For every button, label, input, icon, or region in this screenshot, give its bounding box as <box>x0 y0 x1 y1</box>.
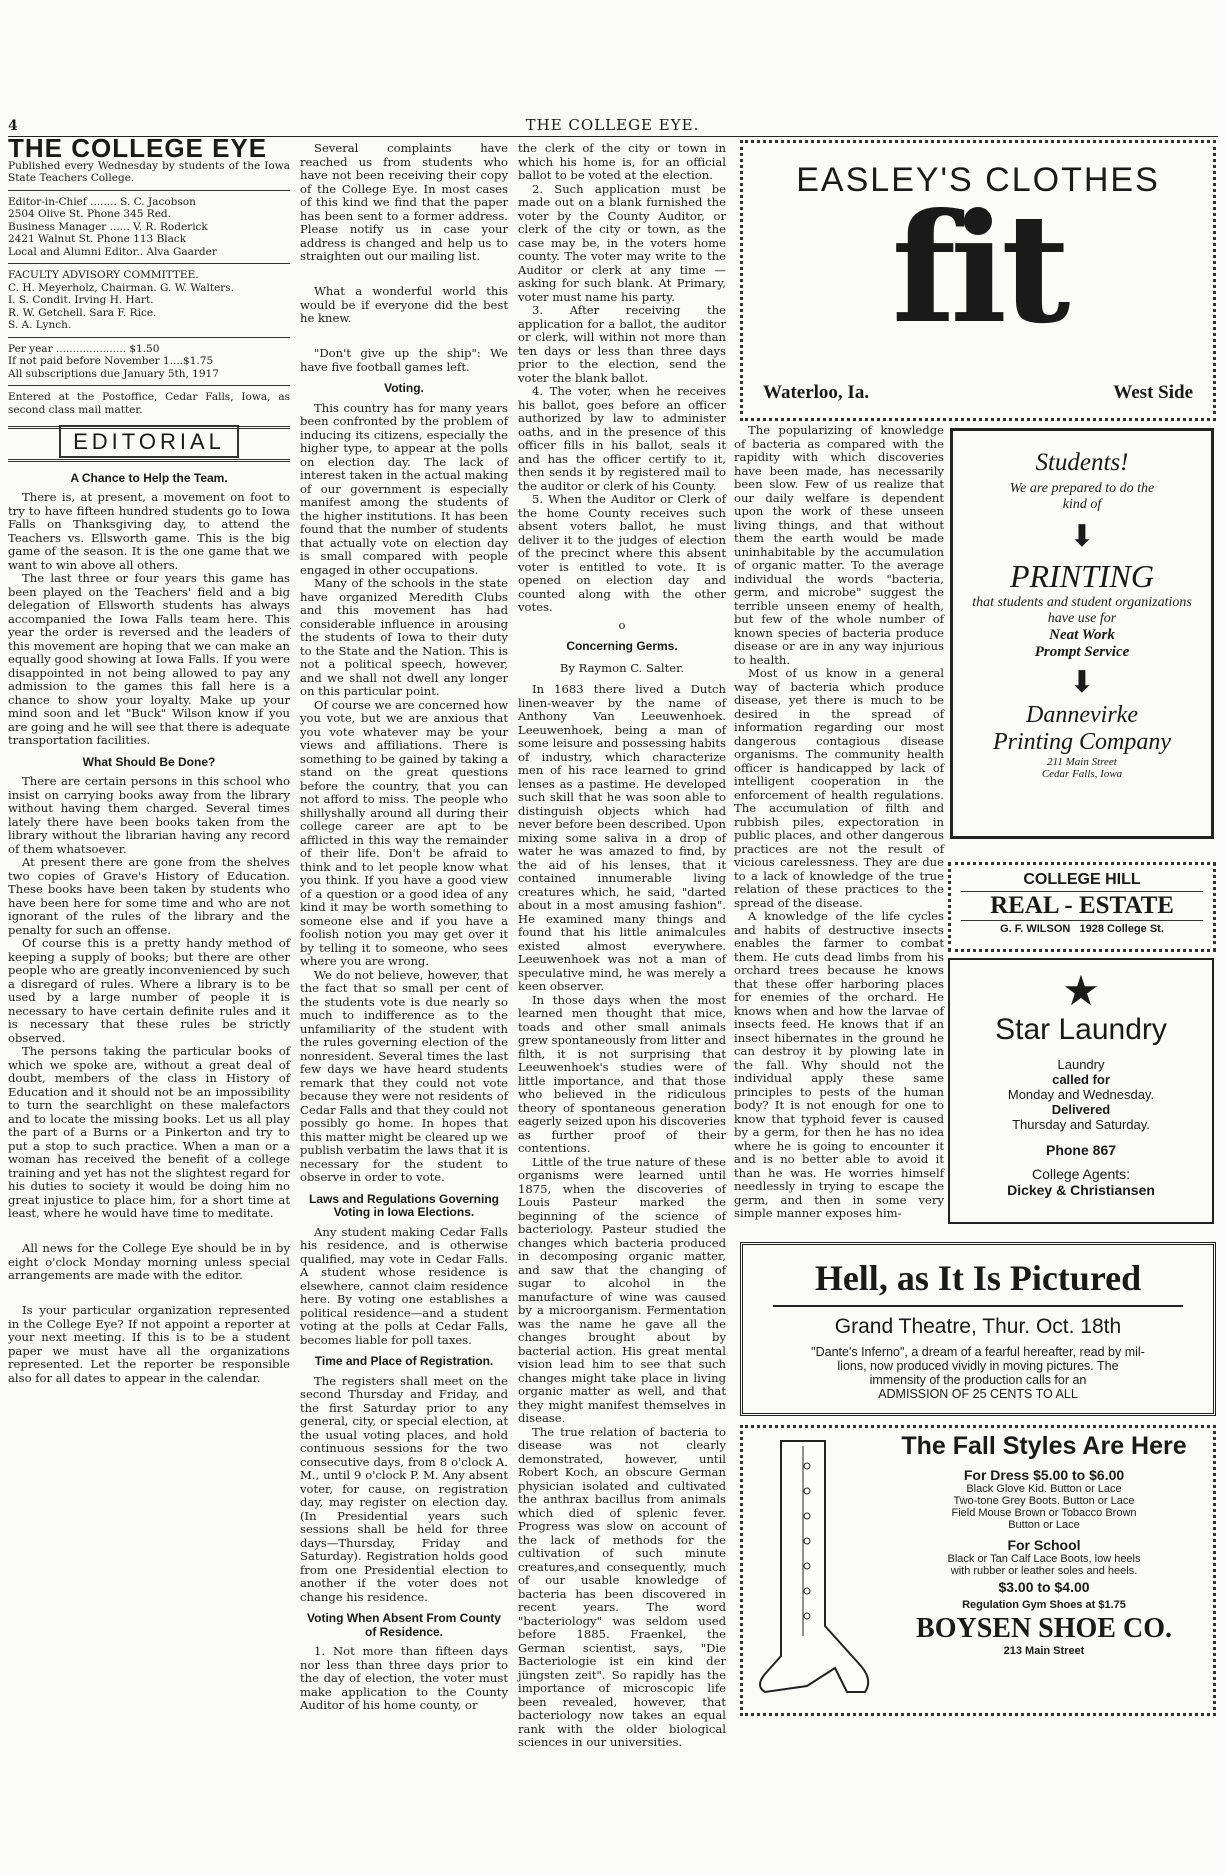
divider <box>8 263 290 264</box>
paragraph: Most of us know in a general way of bacteria which produce disease, yet there is much to be desired in the spread of information regarding our most dangerous contagious disease organisms. The community health officer is handicapped by lack of intelligent cooperation in the enforcement of health regulations. The accumulation of filth and rubbish piles, expectoration in public places, and other dangerous practices are not the result of vicious carelessness. They are due to a lack of knowledge of the true relation of these practices to the spread of the disease. <box>734 666 944 910</box>
paragraph: Any student making Cedar Falls his residence, and is otherwise qualified, may vote in Cedar Falls. A student whose residence is elsewhere, cannot claim residence here. By voting one establishes a political residence—and a student voting at the polls at Cedar Falls, becomes liable for poll taxes. <box>300 1224 508 1347</box>
boysen-ad <box>740 1425 1216 1716</box>
divider <box>8 385 290 386</box>
star-line: Laundry <box>1057 1057 1105 1072</box>
article-title: Laws and Regulations Governing Voting in Iowa Elections. <box>308 1191 500 1219</box>
paragraph: The true relation of bacteria to disease was not clearly demonstrated, however, until Robert Koch, an obscure German physician isolated and cultivated the anthrax bacillus from animals which died of splenic fever. Progress was slow on account of the lack of methods for the cultivation of such minute creatures,and consequently, much of our usable knowledge of bacteria has been discovered in recent years. The word "bacteriology" was seldom used before 1885. Fraenkel, the German scientist, says, "Die Bacteriologie ist ein kind der jüngsten zeit". So rapidly has the importance of microscopic life been revealed, however, that bacteriology now takes an equal rank with the older biological sciences in our universities. <box>518 1424 726 1749</box>
article-title: A Chance to Help the Team. <box>70 470 228 485</box>
boot-icon <box>751 1436 879 1701</box>
paragraph: A knowledge of the life cycles and habits of destructive insects enables the farmer to combat them. He cuts dead limbs from his orchard trees because he knows that these offer harboring places for enemies of the orchard. He knows when and how the larvae of insects feed. He knows that if an insect hibernates in the ground he can destroy it by plowing late in the fall. Why should not the individual apply these same principles to pests of the human body? It is not enough for one to know that typhoid fever is caused by a germ, for then he has no idea where he is going to encounter it and is no better able to avoid it than he was. He worries himself needlessly in trying to escape the germ, and then in some very simple manner exposes him- <box>734 909 944 1220</box>
theatre-ad <box>740 1242 1216 1416</box>
boysen-address: 213 Main Street <box>1003 1645 1085 1657</box>
paragraph: What a wonderful world this would be if everyone did the best he knew. <box>300 284 508 325</box>
article-title: Voting When Absent From County of Residence. <box>307 1611 501 1639</box>
paragraph: All news for the College Eye should be in by eight o'clock Monday morning unless special arrangements are made with the editor. <box>8 1241 290 1282</box>
article-title: Voting. <box>384 381 424 395</box>
paragraph: 4. The voter, when he receives his ballot, goes before an officer authorized by law to administer oaths, and in the presence of this officer fills in his ballot, seals it and has the officer certify to it, then sends it by registered mail to the auditor or clerk of his County. <box>518 384 726 493</box>
paragraph: 3. After receiving the application for a ballot, the auditor or clerk, will within not more than ten days or less than three days prior to the election, send the voter the blank ballot. <box>518 303 726 385</box>
faculty-heading: FACULTY ADVISORY COMMITTEE. <box>8 269 199 281</box>
theatre-desc: lions, now produced vividly in moving pictures. The <box>837 1359 1119 1373</box>
masthead-title: THE COLLEGE EYE <box>8 133 268 163</box>
down-arrow-icon: ⬇ <box>1069 520 1095 553</box>
easley-place: West Side <box>1113 382 1193 403</box>
separator: o <box>618 617 626 632</box>
staff-line: Business Manager ...... V. R. Roderick <box>8 220 208 233</box>
star-line: Monday and Wednesday. <box>1007 1087 1155 1102</box>
star-agents: Dickey & Christiansen <box>1007 1182 1155 1198</box>
star-icon: ★ <box>1062 967 1100 1014</box>
paragraph: 1. Not more than fifteen days nor less than three days prior to the day of election, the voter must make application to the County Auditor of his home county, or <box>300 1644 508 1712</box>
rate-line: All subscriptions due January 5th, 1917 <box>8 367 219 380</box>
boysen-dress: For Dress $5.00 to $6.00 <box>963 1467 1125 1483</box>
boysen-line: Black or Tan Calf Lace Boots, low heels <box>947 1553 1141 1565</box>
staff-line: 2421 Walnut St. Phone 113 Black <box>8 233 187 245</box>
boysen-line: Button or Lace <box>1008 1519 1080 1531</box>
paragraph: Little of the true nature of these organisms were learned until 1875, when the discoveries of Louis Pasteur marked the beginning of the science of bacteriology. Pasteur studied the changes which bacteria produced in decomposing organic matter, and saw that the changing of sugar to alcohol in the manufacture of wine was caused by a microorganism. Fermentation was the name he gave all the changes brought about by bacterial action. His great mental vision lead him to see that such changes might take place in living organic matter as well, and that they might manifest themselves in disease. <box>518 1154 726 1425</box>
faculty-line: S. A. Lynch. <box>8 319 72 331</box>
paragraph: Is your particular organization represented in the College Eye? If not appoint a reporter at your next meeting. If this is to be a student paper we must have all the organizations represented. Let the reporter be responsible also for all dates to appear in the calendar. <box>8 1303 290 1385</box>
college-hill-address: 1928 College St. <box>1079 923 1164 935</box>
staff-line: 2504 Olive St. Phone 345 Red. <box>8 208 171 220</box>
entry-note: Entered at the Postoffice, Cedar Falls, Iowa, as second class mail matter. <box>8 391 290 416</box>
editorial-banner <box>8 426 290 462</box>
paragraph: The popularizing of knowledge of bacteria as compared with the rapidity with which discoveries have been made, has necessarily been slow. Few of us realize that our daily welfare is dependent upon the work of these unseen living things, and that without them the earth would be made uninhabitable by the accumulation of organic matter. To the average individual the words "bacteria, germ, and microbe" suggest the terrible unseen enemy of health, but few of the whole number of known species of bacteria produce disease or are in any way injurious to health. <box>734 423 944 667</box>
faculty-line: I. S. Condit. Irving H. Hart. <box>8 294 154 306</box>
college-hill-ad <box>948 862 1216 952</box>
boysen-school: For School <box>1007 1537 1081 1553</box>
star-line: called for <box>1052 1072 1110 1087</box>
faculty-line: C. H. Meyerholz, Chairman. G. W. Walters. <box>8 281 235 294</box>
boysen-price: $3.00 to $4.00 <box>998 1579 1090 1595</box>
dannevirke-company: Printing Company <box>993 729 1171 755</box>
paragraph: The registers shall meet on the second Thursday and Friday, and the first Saturday prior to any general, city, or special election, at the usual voting places, and hold continuous sessions for the two consecutive days, from 8 o'clock A. M., until 9 o'clock P. M. Any absent voter, for cause, on registration day, may register on election day. (In Presidential years such sessions shall be held for three days—Thursday, Friday and Saturday). Registration holds good from one Presidential election to another if the voter does not change his residence. <box>300 1373 508 1604</box>
paragraph: We do not believe, however, that the fact that so small per cent of the students vote is due nearly so much to indifference as to the unfamiliarity of the student with the rules governing election of the nonresident. Several times the last few days we have heard students remark that they could not vote because they were not residents of Cedar Falls and that they could not possibly go home. In hopes that this matter might be cleared up we publish verbatim the laws that it is necessary for the student to observe in order to vote. <box>300 967 508 1184</box>
staff-line: Editor-in-Chief ........ S. C. Jacobson <box>8 195 196 208</box>
dannevirke-address: 211 Main Street <box>1047 756 1117 768</box>
article-title: Concerning Germs. <box>566 639 678 653</box>
rate-line: If not paid before November 1....$1.75 <box>8 355 214 367</box>
paragraph: "Don't give up the ship": We have five football games left. <box>300 346 508 374</box>
boysen-line: Black Glove Kid. Button or Lace <box>966 1483 1122 1495</box>
paragraph: The persons taking the particular books of which we spoke are, without a great deal of doubt, members of the class in History of Education and it should not be an impossibility to turn the searchlight on these malefactors and to locate the missing books. Let us all play the part of a Burns or a Pinkerton and try to put a stop to such practice. When a man or a woman has received the benefit of a college training and yet has not the slightest regard for his duties to society it would be doing him no great injustice to place him, for a short time at least, where he would have time to meditate. <box>8 1044 290 1220</box>
paragraph: Of course we are concerned how you vote, but we are anxious that you vote whatever may be your views and affiliations. There is something to be gained by taking a stand on the great questions before the country, that you can not afford to miss. The people who shillyshally around all during their college career are apt to be afflicted in this way the remainder of their life. Don't be afraid to think and to let people know what you think. If you have a good view of a question or a good idea of any kind it may be worth something to someone else and if you have a foolish notion you may get over it by telling it to someone, who sees where you are wrong. <box>300 697 508 968</box>
boysen-headline: The Fall Styles Are Here <box>901 1432 1187 1460</box>
paragraph: Several complaints have reached us from students who have not been receiving their copy of the College Eye. In most cases of this kind we find that the paper has been sent to a former address. Please notify us in case your address is changed and help us to straighten out our mailing list. <box>300 141 508 263</box>
star-line: Delivered <box>1051 1102 1111 1117</box>
divider <box>8 337 290 338</box>
easley-name: EASLEY'S CLOTHES <box>796 161 1160 199</box>
boysen-line: Two-tone Grey Boots. Button or Lace <box>953 1495 1135 1507</box>
byline: By Raymon C. Salter. <box>559 660 685 675</box>
dannevirke-line: kind of <box>1062 497 1102 512</box>
paragraph: In 1683 there lived a Dutch linen-weaver by the name of Anthony Van Leeuwenhoek. Leeuwenhoek, being a man of some leisure and possessing habits of industry, which characterize men of his race learned to grind lenses as a pastime. He developed such skill that he was soon able to distinguish objects which had never before been described. Upon mixing some saliva in a drop of water he was amazed to find, by the aid of his lenses, that it contained innumerable living creatures which, he said, "darted about in a most amusing fashion". He examined many things and found that his little animalcules existed almost everywhere. Leeuwenhoek was not a man of speculative mind, he was merely a keen observer. <box>518 682 726 993</box>
easley-fit: fit <box>891 181 1065 357</box>
boysen-company: BOYSEN SHOE CO. <box>916 1613 1172 1644</box>
dannevirke-service: Prompt Service <box>1034 644 1130 660</box>
dannevirke-headline: Students! <box>1035 449 1129 476</box>
dannevirke-desc: that students and student organizations have use for <box>972 595 1192 626</box>
star-name: Star Laundry <box>995 1013 1167 1046</box>
paragraph: 2. Such application must be made out on a blank furnished the voter by the County Auditor, or clerk of the city or town, as the case may be, in the voters home county. The voter may write to the Auditor or clerk at any time —asking for such blank. At Primary, voter must name his party. <box>518 181 726 304</box>
paragraph: There are certain persons in this school who insist on carrying books away from the library without having them charged. Several times lately there have been books taken from the library without the librarian having any record of them whatsoever. <box>8 774 290 856</box>
paragraph: The last three or four years this game has been played on the Teachers' field and a big delegation of Ellsworth students has always accompanied the Iowa Falls team here. This year the order is reversed and the leaders of this movement are hoping that we can make an equally good showing at Iowa Falls. If you were disappointed in not being allowed to pay any admission to the games this fall here is a chance to show your loyalty. Make up your mind soon and let "Buck" Wilson know if you are going and he will see that there is adequate transportation facilities. <box>8 571 290 747</box>
star-agents-label: College Agents: <box>1031 1166 1131 1182</box>
boysen-gym: Regulation Gym Shoes at $1.75 <box>962 1599 1126 1611</box>
theatre-title: Hell, as It Is Pictured <box>773 1257 1183 1307</box>
star-line: Thursday and Saturday. <box>1012 1117 1150 1132</box>
dannevirke-ad <box>950 428 1214 839</box>
page-number: 4 <box>8 118 18 134</box>
easley-city: Waterloo, Ia. <box>763 382 870 403</box>
article-title: What Should Be Done? <box>82 754 216 769</box>
down-arrow-icon: ⬇ <box>1069 666 1095 699</box>
star-phone: Phone 867 <box>1045 1142 1117 1158</box>
column-2 <box>300 142 508 1713</box>
paragraph: This country has for many years been confronted by the problem of inducing its citizens, especially the higher type, to appear at the polls on election day. The lack of interest taken in the actual making of our government is especially manifest among the students of the higher institutions. It has been found that the number of students that actually vote on election day is small compared with people engaged in other occupations. <box>300 400 508 577</box>
dannevirke-line: We are prepared to do the <box>1009 481 1155 496</box>
divider <box>8 190 290 191</box>
running-head: THE COLLEGE EYE. <box>525 116 700 134</box>
faculty-line: R. W. Getchell. Sara F. Rice. <box>8 306 157 319</box>
boysen-line: Field Mouse Brown or Tobacco Brown <box>951 1507 1137 1519</box>
easley-ad <box>740 140 1216 421</box>
editorial-label: EDITORIAL <box>59 425 239 458</box>
masthead-published: Published every Wednesday by students of the Iowa State Teachers College. <box>8 159 290 184</box>
college-hill-name: G. F. WILSON <box>1000 923 1071 935</box>
column-4 <box>734 424 944 1221</box>
college-hill-realestate: REAL - ESTATE <box>961 891 1203 921</box>
column-1 <box>8 133 290 1385</box>
boysen-line: with rubber or leather soles and heels. <box>950 1565 1138 1577</box>
column-3 <box>518 142 726 1750</box>
dannevirke-address: Cedar Falls, Iowa <box>1041 768 1123 780</box>
dannevirke-service: Neat Work <box>1049 627 1115 643</box>
paragraph: There is, at present, a movement on foot to try to have fifteen hundred students go to Iowa Falls on Thanksgiving day, to attend the Teachers vs. Ellsworth game. This is the big game of the season. It is the one game that we want to win above all others. <box>8 490 290 572</box>
dannevirke-printing: PRINTING <box>1010 558 1154 594</box>
college-hill-title: COLLEGE HILL <box>1023 871 1141 888</box>
paragraph: Many of the schools in the state have organized Meredith Clubs and this movement has had considerable influence in arousing the students of Iowa to their duty to the State and the Nation. This is not a political speech, however, and we shall not dwell any longer on this particular point. <box>300 576 508 698</box>
paragraph: In those days when the most learned men thought that mice, toads and other small animals grew spontaneously from litter and filth, it is not surprising that Leeuwenhoek's studies were of little importance, and that those who believed in the ridiculous theory of spontaneous generation eagerly seized upon his discoveries as further proof of their contentions. <box>518 992 726 1155</box>
theatre-sub: Grand Theatre, Thur. Oct. 18th <box>834 1315 1122 1338</box>
rate-line: Per year ..................... $1.50 <box>8 342 160 355</box>
star-laundry-ad <box>948 958 1214 1224</box>
dannevirke-company: Dannevirke <box>1026 702 1138 728</box>
article-title: Time and Place of Registration. <box>314 1354 494 1368</box>
paragraph: the clerk of the city or town in which his home is, for an official ballot to be voted at the election. <box>518 141 726 182</box>
theatre-desc: ADMISSION OF 25 CENTS TO ALL <box>878 1387 1078 1401</box>
theatre-desc: "Dante's Inferno", a dream of a fearful hereafter, read by mil- <box>811 1345 1145 1359</box>
theatre-desc: immensity of the production calls for an <box>869 1373 1087 1387</box>
staff-line: Local and Alumni Editor.. Alva Gaarder <box>8 245 217 258</box>
paragraph: Of course this is a pretty handy method of keeping a supply of books; but there are other people who are greatly inconvenienced by such a disregard of rules. Where a library is to be used by a large number of people it is necessary to have certain definite rules and it is necessary that these rules be strictly observed. <box>8 936 290 1045</box>
paragraph: At present there are gone from the shelves two copies of Grave's History of Education. These books have been taken by students who have been here for some time and who are not ignorant of the rules of the library and the penalty for such an offense. <box>8 855 290 937</box>
paragraph: 5. When the Auditor or Clerk of the home County receives such absent voters ballot, he must deliver it to the judges of election of the precinct where this absent voter is entitled to vote. It is opened on election day and counted along with the other votes. <box>518 492 726 614</box>
